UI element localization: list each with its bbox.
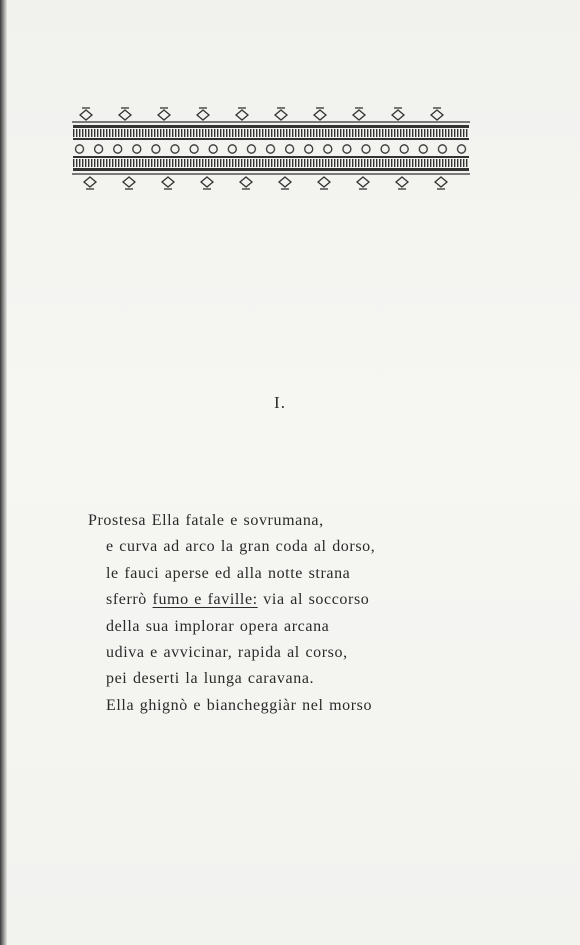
verse-line-1: Prostesa Ella fatale e sovrumana, bbox=[88, 512, 324, 529]
verse-line-8: Ella ghignò e biancheggiàr nel morso bbox=[106, 696, 373, 714]
poem-stanza bbox=[0, 508, 580, 719]
verse-line-4-start: sferrò bbox=[106, 591, 153, 609]
verse-line-4-underlined: fumo e faville: bbox=[152, 591, 258, 609]
page-binding-edge bbox=[0, 0, 7, 945]
decorative-header-ornament bbox=[70, 100, 475, 190]
verse-line-7: pei deserti la lunga caravana. bbox=[106, 670, 315, 688]
verse-line-4-end: via al soccorso bbox=[257, 591, 370, 609]
section-numeral: I. bbox=[274, 393, 286, 412]
top-diamond-row bbox=[72, 108, 470, 122]
bottom-diamond-row bbox=[72, 174, 470, 189]
verse-line-3: le fauci aperse ed alla notte strana bbox=[106, 564, 351, 582]
verse-line-5: della sua implorar opera arcana bbox=[106, 617, 330, 635]
verse-line-6: udiva e avvicinar, rapida al corso, bbox=[106, 644, 348, 662]
verse-line-2: e curva ad arco la gran coda al dorso, bbox=[106, 538, 376, 556]
verse-line-4 bbox=[106, 587, 580, 613]
